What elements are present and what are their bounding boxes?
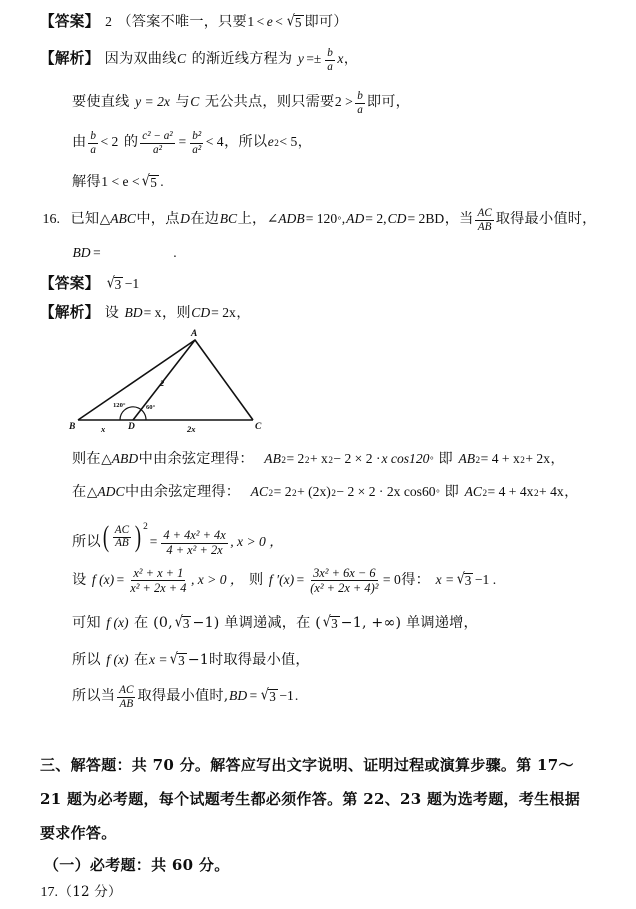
frac-denominator: a² xyxy=(152,143,162,156)
CD-var: CD xyxy=(191,305,211,320)
var-x: x xyxy=(337,51,344,66)
fraction-AC-over-AB xyxy=(113,525,131,550)
answer-note-close: 即可） xyxy=(304,14,348,30)
suoyi-word: 所以 xyxy=(72,534,101,551)
ineq-1-e: 1 < e < xyxy=(101,174,140,189)
eq-2BD: = 2BD xyxy=(407,211,445,226)
comma: ， xyxy=(236,305,250,321)
frac-denominator: a xyxy=(90,143,96,156)
two-gt: 2 > xyxy=(334,94,353,109)
triangle-diagram xyxy=(58,330,338,445)
ze-word: 则 xyxy=(249,572,264,588)
side-label-AD: 2 xyxy=(160,378,165,388)
sqrt-3-b: √ 3 xyxy=(322,612,338,631)
triangle-ADC: △ADC xyxy=(86,484,125,499)
lt-4: < 4 xyxy=(205,134,224,149)
stem-d: 上， xyxy=(237,211,267,227)
step2-result-2: + 4x xyxy=(539,484,564,499)
suoyi-word: 所以 xyxy=(72,652,101,668)
equals: = xyxy=(178,134,187,149)
ineq-left: 1 xyxy=(247,14,255,29)
text-d: 无公共点，则只需要 xyxy=(204,94,335,110)
sqrt-5: √ 5 xyxy=(286,11,302,30)
frac-denominator: x² + 2x + 4 xyxy=(130,580,187,595)
BD-var: BD xyxy=(124,305,143,320)
eq-pm: =± xyxy=(306,51,322,66)
q17-points: （12 分） xyxy=(58,884,122,900)
subsection-text: （一）必考题：共 60 分。 xyxy=(44,856,230,874)
text-jiede: 解得 xyxy=(72,174,101,190)
text-e: 即可， xyxy=(366,94,411,110)
interval-mid: −1) 单调递减，在 ( xyxy=(192,615,322,631)
analysis-text-1: 因为双曲线 xyxy=(104,51,177,67)
period: . xyxy=(160,174,164,189)
sqrt-radicand: 3 xyxy=(182,616,190,631)
minus-one: −1 xyxy=(124,276,140,291)
q16-step-7 xyxy=(72,684,299,717)
angle-arc-ADB xyxy=(120,410,125,420)
q16-step-5 xyxy=(72,612,478,632)
frac-denominator: 4 + x² + 2x xyxy=(166,543,223,558)
section3-text-2: 21 题为必考题，每个试题考生都必须作答。第 22、23 题为选考题，考生根据 xyxy=(40,790,580,808)
text-b: 与 xyxy=(175,94,190,110)
q16-step-4 xyxy=(72,566,497,601)
fraction-b-over-a-2 xyxy=(355,91,365,116)
q17-number: 17. xyxy=(40,885,58,900)
fraction-AC-over-AB xyxy=(117,685,135,710)
q15-analysis-line-2 xyxy=(72,90,411,123)
right-paren: ) xyxy=(134,520,142,554)
frac-numerator: 3x² + 6x − 6 xyxy=(313,566,376,581)
exponent-2: 2 xyxy=(143,522,148,532)
ineq-e: e xyxy=(266,14,273,29)
plus-x-sq: + x xyxy=(309,451,328,466)
x-equals: x = xyxy=(435,572,455,587)
fraction-derivative xyxy=(308,567,380,594)
AB-sq: AB xyxy=(264,451,281,466)
text-de: 的 xyxy=(123,134,139,150)
side-label-DC: 2x xyxy=(187,424,196,434)
step1-law: 中由余弦定理得： xyxy=(138,451,254,467)
section3-text-1: 三、解答题：共 70 分。解答应写出文字说明、证明过程或演算步骤。第 17～ xyxy=(40,756,574,774)
function-fx: f (x) xyxy=(106,615,129,630)
lt-5: < 5 xyxy=(279,134,298,149)
domain-cond: , x > 0 ， xyxy=(230,534,283,550)
ji-word: 即 xyxy=(438,451,453,467)
q16-step-6 xyxy=(72,649,310,669)
comma-end: ， xyxy=(297,134,312,150)
q15-answer-line xyxy=(40,11,348,31)
frac-numerator: 4 + 4x² + 4x xyxy=(163,528,226,543)
q15-analysis-line-1 xyxy=(40,47,358,80)
text-a: 要使直线 xyxy=(72,94,130,110)
sqrt-radicand: 3 xyxy=(114,277,122,292)
stem-a: 已知 xyxy=(70,211,100,227)
angle-ADB: ∠ADB xyxy=(266,211,305,226)
analysis-label: 【解析】 xyxy=(40,304,100,321)
analysis-label: 【解析】 xyxy=(40,50,100,67)
sqrt-3: √ 3 xyxy=(456,569,472,588)
text-you: 由 xyxy=(72,134,87,150)
plus-2x-sq: + (2x) xyxy=(297,484,331,499)
eq-2: = 2, xyxy=(365,211,387,226)
section3-line-1 xyxy=(40,758,574,773)
section3-line-3 xyxy=(40,826,117,841)
kezhi-word: 可知 xyxy=(72,615,101,631)
equals: = xyxy=(93,245,101,260)
q16-stem-line-2 xyxy=(72,246,177,260)
equals: = xyxy=(296,572,305,587)
sqrt-3: √ 3 xyxy=(106,273,122,292)
subsection-heading xyxy=(44,858,230,873)
set-word: 设 xyxy=(104,305,119,321)
section3-line-2 xyxy=(40,792,580,807)
min-value-text: −1时取得最小值， xyxy=(187,652,310,668)
frac-denominator: a xyxy=(327,60,333,73)
frac-numerator: b² xyxy=(192,130,202,143)
eq-120: = 120 xyxy=(305,211,338,226)
point-D: D xyxy=(180,211,190,226)
sqrt-radicand: 3 xyxy=(178,653,185,668)
sqrt-3-a: √ 3 xyxy=(174,612,190,631)
lt-2: < xyxy=(275,14,283,29)
frac-denominator: AB xyxy=(477,220,492,233)
sqrt-radicand: 3 xyxy=(331,616,338,631)
q16-step-1: 则在 △ABD 中由余弦定理得： AB 2 = 2 2 + x 2 − 2 × 2 · x cos120 ° 即 AB 2 = 4 + x 2 + 2x ， xyxy=(72,451,565,467)
step1-result: = 4 + x xyxy=(480,451,520,466)
segment-BC: BC xyxy=(219,211,238,226)
fraction-AC-over-AB xyxy=(475,208,493,233)
frac-numerator: x² + x + 1 xyxy=(133,566,184,581)
AC-sq: AC xyxy=(250,484,269,499)
stem-b: 中，点 xyxy=(136,211,180,227)
minus-one: −1 . xyxy=(474,572,497,587)
minus-term: − 2 × 2 · xyxy=(333,451,381,466)
period: . xyxy=(173,245,177,260)
period: . xyxy=(294,688,299,703)
stem-f: 取得最小值时， xyxy=(495,211,597,227)
analysis-text-2: 的渐近线方程为 xyxy=(191,51,293,67)
frac-denominator: AB xyxy=(115,537,129,550)
eq-x: = x xyxy=(143,305,162,320)
frac-numerator: c² − a² xyxy=(142,130,173,143)
AB-sq-2: AB xyxy=(458,451,476,466)
then-word: ，则 xyxy=(161,305,191,321)
frac-denominator: AB xyxy=(119,697,134,710)
function-fx: f (x) xyxy=(91,572,115,587)
q15-analysis-line-4 xyxy=(72,171,164,191)
fraction-fx-definition xyxy=(128,567,188,594)
x-equals: x = xyxy=(148,652,168,667)
min-text: 取得最小值时, xyxy=(137,688,229,704)
BD-label: BD xyxy=(72,245,91,260)
frac-numerator: b xyxy=(357,90,363,103)
comma: ， xyxy=(550,451,565,467)
step2-result: = 4 + 4x xyxy=(487,484,534,499)
vertex-label-C: C xyxy=(255,422,262,432)
q16-answer-line xyxy=(40,273,140,293)
step1-prefix: 则在 xyxy=(72,451,101,467)
side-label-BD: x xyxy=(101,424,106,434)
function-fx: f (x) xyxy=(106,652,129,667)
sqrt-radicand: 5 xyxy=(294,15,302,30)
BD-var: BD xyxy=(229,688,248,703)
frac-denominator: (x² + 2x + 4)² xyxy=(310,580,379,595)
domain-cond: , x > 0 ， xyxy=(190,572,244,587)
fraction-b2-over-a2 xyxy=(190,131,203,156)
q15-analysis-line-3: 由 $\frac{b}{a}$ < 2 的 $\frac{\text{c² − a²}}{\text{a²}}$ = $\frac{\text{b²}}{\text{a²}}$ < 4 ，所以 e 2 < 5 ， xyxy=(72,130,312,156)
she-word: 设 xyxy=(72,572,87,588)
q16-number: 16. xyxy=(42,212,60,227)
triangle-ABC: △ABC xyxy=(99,211,136,226)
answer-value: 2 xyxy=(105,14,112,29)
fraction-b-over-a xyxy=(325,48,335,73)
q16-stem-line-1: 16. 已知 △ABC 中，点 D 在边 BC 上， ∠ADB = 120 ° , AD = 2, CD = 2BD ，当 $\frac{AC}{AB}$ 取得最小值时， xyxy=(42,207,597,233)
angle-label-ADB: 120° xyxy=(113,402,126,409)
equals: = xyxy=(149,534,158,550)
sqrt-3: √ 3 xyxy=(169,649,185,668)
fraction-b-over-a-3 xyxy=(88,131,98,156)
ji-word: 即 xyxy=(444,484,460,500)
sqrt-radicand: 3 xyxy=(464,573,472,588)
answer-label: 【答案】 xyxy=(40,275,100,292)
comma: ， xyxy=(564,484,578,500)
q16-analysis-line xyxy=(40,306,251,321)
vertex-label-B: B xyxy=(69,422,76,432)
var-C2: C xyxy=(190,94,200,109)
step2-prefix: 在 xyxy=(72,484,87,500)
sqrt-radicand: 3 xyxy=(269,689,276,704)
comma: ， xyxy=(343,51,358,67)
triangle-svg xyxy=(58,330,338,445)
angle-label-ADC: 60° xyxy=(146,404,156,411)
minus-one: −1 xyxy=(279,688,294,703)
frac-numerator: AC xyxy=(114,524,130,536)
CD: CD xyxy=(387,211,407,226)
equals: = xyxy=(116,572,125,587)
interval-close: −1, +∞) 单调递增， xyxy=(340,615,478,631)
eq-y-2x: y = 2x xyxy=(135,94,170,109)
triangle-ABD: △ABD xyxy=(101,451,139,466)
q16-step-3 xyxy=(72,520,283,563)
equals-zero: = 0 xyxy=(382,572,401,587)
eq-2sq: = 2 xyxy=(273,484,292,499)
de-word: 得： xyxy=(401,572,431,588)
sqrt-radicand: 5 xyxy=(150,175,157,190)
zai-word: 在 xyxy=(134,652,149,668)
left-paren: ( xyxy=(102,520,109,554)
step1-result-2: + 2x xyxy=(525,451,551,466)
section3-text-3: 要求作答。 xyxy=(40,824,117,842)
var-e2: e xyxy=(267,134,274,149)
q16-step-2: 在 △ADC 中由余弦定理得： AC 2 = 2 2 + (2x) 2 − 2 × 2 · 2x cos60 ° 即 AC 2 = 4 + 4x 2 + 4x ， xyxy=(72,484,578,500)
vertex-label-A: A xyxy=(191,329,198,339)
stem-c: 在边 xyxy=(190,211,220,227)
fraction-ratio-squared xyxy=(161,529,227,556)
frac-numerator: b xyxy=(90,130,96,143)
lt-2-val: < 2 xyxy=(100,134,119,149)
frac-numerator: AC xyxy=(477,207,492,220)
var-y: y xyxy=(297,51,304,66)
interval-open-1: 在 (0, xyxy=(134,615,173,631)
frac-denominator: a xyxy=(357,103,363,116)
vertex-label-D: D xyxy=(128,422,135,432)
paren-group-AC-AB xyxy=(101,520,148,554)
equals: = xyxy=(249,688,258,703)
AC-sq-2: AC xyxy=(464,484,482,499)
sqrt-5-b: √ 5 xyxy=(141,171,157,190)
frac-numerator: b xyxy=(327,47,333,60)
step2-law: 中由余弦定理得： xyxy=(125,484,241,500)
frac-numerator: AC xyxy=(119,684,134,697)
xcos120: x cos120 xyxy=(381,451,430,466)
text-suoyi: ，所以 xyxy=(224,134,268,150)
minus-term: − 2 × 2 · 2x cos60 xyxy=(336,484,436,499)
eq-2sq: = 2 xyxy=(286,451,305,466)
suoyidang-word: 所以当 xyxy=(72,688,116,704)
var-C: C xyxy=(177,51,187,66)
stem-e: ，当 xyxy=(444,211,474,227)
answer-label: 【答案】 xyxy=(40,13,100,30)
derivative-fpx: f ′(x) xyxy=(268,572,295,587)
frac-denominator: a² xyxy=(192,143,202,156)
q17-heading xyxy=(40,886,122,900)
lt-1: < xyxy=(256,14,265,29)
triangle-sides-AB-AC xyxy=(78,340,253,420)
fraction-c2a2-over-a2 xyxy=(140,131,174,156)
sqrt-3: √ 3 xyxy=(260,685,276,704)
answer-note-open: （答案不唯一，只要 xyxy=(117,14,247,30)
AD: AD xyxy=(346,211,365,226)
eq-2x: = 2x xyxy=(211,305,236,320)
